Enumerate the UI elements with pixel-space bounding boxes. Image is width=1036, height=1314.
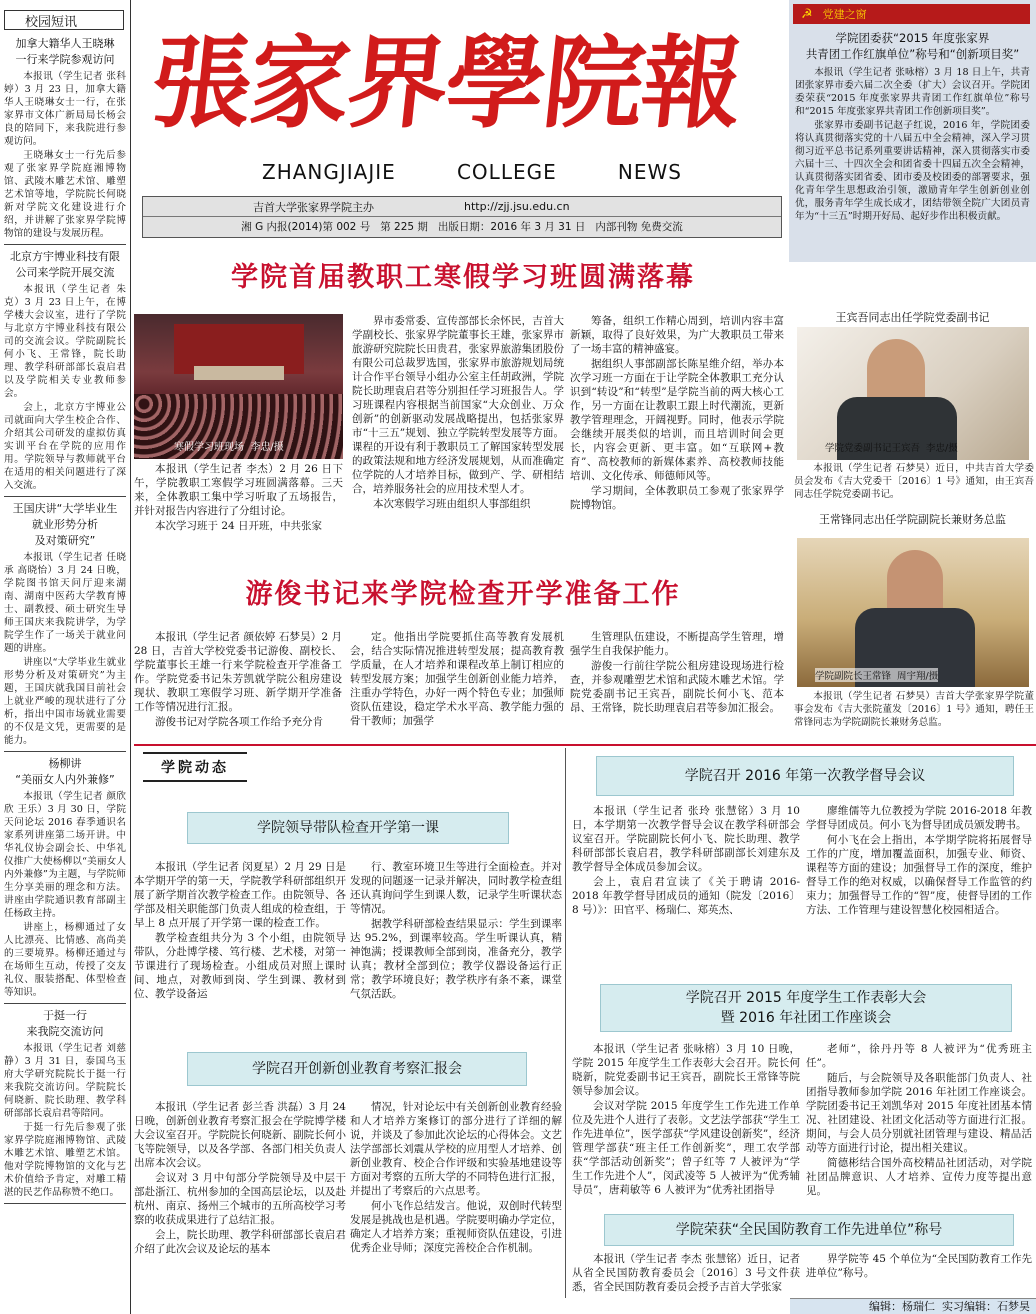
dynamics-label-box — [143, 752, 247, 782]
left-news-list — [0, 36, 130, 1204]
appointment-paragraph: 本报讯（学生记者 石梦昊）近日，中共吉首大学委员会发布《吉大党委干〔2016〕1 号》通知，由王宾吾同志任学院党委副书记。 — [794, 463, 1034, 500]
left-item-paragraph: 本报讯（学生记者 刘慈静）3 月 31 日，泰国乌玉府大学研究院院长于挺一行来我院交流访问。学院院长何晓新、院长助理、教学科研部部长袁启君等陪同。 — [4, 1043, 126, 1119]
footer-bar — [790, 1298, 1036, 1314]
masthead-title: 張家界學院報 — [145, 24, 747, 142]
article1-col2 — [352, 314, 564, 572]
party-header-label: 党建之窗 — [822, 8, 867, 21]
article-paragraph: 据组织人事部副部长陈星维介绍，举办本次学习班一方面在于让学院全体教职工充分认识到“转设”和“转型”是学院当前的两大核心工作，另一方面在让教职工跟上时代潮流，更新教学管理理念，开阔视野。同时，他表示学院会继续开展类似的培训，而且培训时间会更长，内容会更新、更丰富。如“互联网+教育”、高校教师的新媒体素养、高校教师技能培训、文化传承、师德师风等。 — [570, 358, 784, 482]
article-paragraph: 据教学科研部检查结果显示：学生到课率达 95.2%，到课率较高。学生听课认真，精神饱满；授课教师全部到岗，准备充分，教学认真；教材全部到位；教学仪器设备运行正常；教学环境良好；教学秩序有条不紊，课堂气氛活跃。 — [350, 918, 562, 1000]
article-paragraph: 会上，院长助理、教学科研部部长袁启君介绍了此次会议及论坛的基本 — [134, 1229, 346, 1255]
party-header — [793, 4, 1030, 24]
masthead-info-box — [142, 196, 782, 238]
article6-banner-line1: 学院召开 2015 年度学生工作表彰大会 — [685, 990, 927, 1006]
party-paragraph: 本报讯（学生记者 张咏榕）3 月 18 日上午，共青团张家界市委六届二次全委（扩大）会议召开。学院团委荣获“2015 年度张家界共青团工作红旗单位”称号和“2015 年度张家界共青团工作创新项目奖”。 — [795, 67, 1030, 117]
article-paragraph: 生管理队伍建设，不断提高学生管理，增强学生自我保护能力。 — [570, 631, 784, 657]
article2-headline: 游俊书记来学院检查开学准备工作 — [245, 579, 681, 610]
article2-col3 — [570, 630, 784, 742]
left-item-divider — [4, 1003, 126, 1004]
masthead-url[interactable]: http://zjj.jsu.edu.cn — [464, 200, 570, 213]
left-column — [0, 0, 131, 1314]
left-item-paragraph: 于挺一行先后参观了张家界学院庭湘博物馆、武陵木雕艺术馆、雕塑艺术馆。他对学院博物馆的文化与艺术价值给予肯定，对雕工精湛的民艺作品称赞不绝口。 — [4, 1122, 126, 1198]
left-item-divider — [4, 1203, 126, 1204]
article6-col1 — [572, 1042, 800, 1206]
appointment-2-body — [794, 690, 1034, 738]
left-item-divider — [4, 751, 126, 752]
appointment-2-title: 王常锋同志出任学院副院长兼财务总监 — [819, 513, 1006, 526]
masthead-issue-line: 湘 G 内报(2014)第 002 号 第 225 期 出版日期：2016 年 3 月 31 日 内部刊物 免费交流 — [241, 221, 683, 233]
article-paragraph: 学习期间，全体教职员工参观了张家界学院博物馆。 — [570, 485, 784, 511]
left-item-title: 于挺一行 来我院交流访问 — [26, 1009, 104, 1038]
left-item-title: 杨柳讲 “美丽女人内外兼修” — [15, 757, 115, 786]
appointment-1-body — [794, 462, 1034, 508]
article-paragraph: 本报讯（学生记者 颜依婷 石梦昊）2 月 28 日，吉首大学校党委书记游俊、副校长、学院董事长王雄一行来学院检查开学准备工作。学院党委书记朱芳凯就学院公租房建设现状、教职工寒假学习班、新学期开学准备工作等情况进行汇报。 — [134, 631, 342, 713]
left-item-paragraph: 本报讯（学生记者 任晓承 高晓怡）3 月 24 日晚，学院图书馆天问厅迎来湖南、湖南中医药大学教育博士、副教授、硕士研究生导师王国庆来我院讲学，为学院学生作了一场关于就业问题的讲座。 — [4, 552, 126, 654]
article3-banner-text: 学院领导带队检查开学第一课 — [257, 820, 439, 836]
article5-col1 — [572, 804, 800, 974]
left-item-title: 加拿大籍华人王晓琳 一行来学院参观访问 — [15, 37, 115, 66]
article-paragraph: 本报讯（学生记者 张咏榕）3 月 10 日晚，学院 2015 年度学生工作表彰大会召开。院长何晓新，院党委副书记王宾吾，副院长王常锋等院领导参加会议。 — [572, 1043, 800, 1097]
article3-banner — [187, 812, 509, 844]
article-paragraph: 会上，袁启君宣读了《关于聘请 2016-2018 年教学督导团成员的通知（院发〔2016〕8 号）》：田官平、杨瑞仁、郑英杰、 — [572, 876, 800, 916]
appointment-paragraph: 本报讯（学生记者 石梦昊）吉首大学张家界学院董事会发布《吉大张院董发〔2016〕1 号》通知，聘任王常锋同志为学院副院长兼财务总监。 — [794, 691, 1034, 728]
dynamics-label: 学院动态 — [161, 760, 229, 776]
left-item-paragraph: 会上，北京方宇博业公司就面向大学生校企合作、介绍其公司研发的虚拟仿真实训平台在学院的应用作用。学院领导与教师就平台在适用的相关问题进行了深入交流。 — [4, 402, 126, 491]
appointment-2-photo-caption: 学院副院长王常锋 周宇翔/摄 — [815, 668, 938, 682]
left-item-paragraph: 讲座上，杨柳通过了女人比漂亮、比情感、高尚美的三要境界。杨柳还通过与在场师生互动，传授了交友礼仪、服装搭配、体型检查等知识。 — [4, 922, 126, 998]
appointment-1-photo-caption: 学院党委副书记王宾吾 李忠/摄 — [825, 443, 958, 454]
article-paragraph: 定。他指出学院要抓住高等教育发展机会，结合实际情况推进转型发展；提高教育教学质量，在人才培养和课程改革上制订相应的转型发展方案；加强学生创新创业能力培养，注重办学特色，办好一两个特色专业；加强师资队伍建设，稳定学术水平高、教学能力强的骨干教师；加强学 — [350, 631, 564, 727]
article-paragraph: 界市委常委、宣传部部长余怀民，吉首大学副校长、张家界学院董事长王雄，张家界市旅游研究院院长田贵君，张家界旅游集团股份有限公司总裁罗选国，张家界市旅游规划局统计合作平台领导小组办公室主任胡政洲，学院院长助理袁启君等分别担任学习班报告人。学习班课程内容根据当前国家“大众创业、万众创新”的创新驱动发展战略提出，包括张家界市“十三五”规划、独立学院转型发展等方面。课程的开设有利于教职员工了解国家转型发展的政策法规和地方经济发展规划，从而准确定位学院的人才培养目标，做到产、学、研相结合，培养服务社会的应用技术型人才。 — [352, 315, 564, 495]
article6-banner-line2: 暨 2016 年社团工作座谈会 — [720, 1010, 892, 1026]
article1-photo-caption: 寒假学习班现场 李忠/摄 — [174, 442, 284, 453]
article-paragraph: 情况，针对论坛中有关创新创业教育经验和人才培养方案修订的部分进行了详细的解说，并谈及了参加此次论坛的心得体会。文艺法学部部长刘震从学校的应用型人才培养、创新创业教育、校企合作评级和实验基地建设等方面对考察的五所大学的不同特色进行汇报，并提出了考察后的六点思考。 — [350, 1101, 562, 1197]
article6-banner — [600, 984, 1012, 1032]
article-paragraph: 何小飞作总结发言。他说，双创时代转型发展是挑战也是机遇。学院要明确办学定位，确定人才培养方案；重视师资队伍建设，引进优秀企业导师；深度完善校企合作机制。 — [350, 1200, 562, 1254]
article7-banner — [604, 1214, 1014, 1246]
party-column — [789, 0, 1036, 262]
footer-editors: 编辑：杨瑞仁 实习编辑：石梦昊 — [869, 1300, 1030, 1313]
article1-col3 — [570, 314, 784, 572]
article-paragraph: 随后，与会院领导及各职能部门负责人、社团指导教师参加学院 2016 年社团工作座谈会。学院团委书记王刘凯华对 2015 年度社团基本情况、社团建设、社团文化活动等方面进行汇报。期间，与会人员分别就社团管理与建设、精品活动等方面进行讨论，提出相关建议。 — [806, 1072, 1032, 1154]
masthead-english — [262, 160, 682, 184]
left-item-divider — [4, 244, 126, 245]
left-item-paragraph: 讲座以“大学毕业生就业形势分析及对策研究”为主题，王国庆就我国目前社会上就业严峻的现状进行了分析，指出中国市场就业需要的不仅是文凭，更需要的是能力。 — [4, 657, 126, 746]
appointment-1-title: 王宾吾同志出任学院党委副书记 — [835, 311, 990, 324]
article-paragraph: 本报讯（学生记者 彭兰香 洪磊）3 月 24 日晚，创新创业教育考察汇报会在学院博学楼大会议室召开。学院院长何晓新、副院长何小飞等院领导，以及各学部、各部门相关负责人出席本次会议。 — [134, 1101, 346, 1169]
article1-photo — [134, 314, 343, 459]
article-paragraph: 廖维儒等九位教授为学院 2016-2018 年教学督导团成员。何小飞为督导团成员颁发聘书。 — [806, 805, 1032, 831]
article-paragraph: 筹备，组织工作精心周到，培训内容丰富新颖，取得了良好效果，为广大教职员工带来了一场丰富的精神盛宴。 — [570, 315, 784, 355]
article-paragraph: 游俊一行前往学院公租房建设现场进行检查，并参观雕塑艺术馆和武陵木雕艺术馆。学院党委副书记王宾吾，副院长何小飞、范本昂、王常锋，院长助理袁启君等参加汇报会。 — [570, 660, 784, 714]
masthead-sponsor: 吉首大学张家界学院主办 — [253, 200, 374, 214]
left-item-title: 王国庆讲“大学毕业生 就业形势分析 及对策研究” — [12, 502, 118, 547]
english-word-3: NEWS — [617, 160, 682, 184]
article-paragraph: 界学院等 45 个单位为“全民国防教育工作先进单位”称号。 — [806, 1253, 1032, 1279]
article-paragraph: 老师”，徐丹丹等 8 人被评为“优秀班主任”。 — [806, 1043, 1032, 1069]
party-paragraph: 张家界市委副书记赵子红说，2016 年，学院团委将认真贯彻落实党的十八届五中全会精神，深入学习贯彻习近平总书记系列重要讲话精神，深入贯彻落实市委六届十三、十四次全会和团省委十四届五次全会精神，认真贯彻落实团省委、团市委及校团委的部署要求，强化青年学生思想政治引领，激励青年学生创新创业创优，服务青年学生成长成才，团结带领全院广大团员青年为“十三五”时期开好局、起好步作出积极贡献。 — [795, 120, 1030, 222]
article2-col1 — [134, 630, 342, 742]
article7-col2 — [806, 1252, 1032, 1296]
left-header — [4, 10, 124, 30]
article6-col2 — [806, 1042, 1032, 1206]
section-divider — [134, 744, 1036, 746]
article-paragraph: 简德彬结合国外高校精品社团活动，对学院社团品牌意识、人才培养、宣传力度等提出意见。 — [806, 1157, 1032, 1197]
article4-banner-text: 学院召开创新创业教育考察汇报会 — [252, 1061, 462, 1077]
article-paragraph: 会议对学院 2015 年度学生工作先进工作单位及先进个人进行了表彰。文艺法学部获“学生工作先进单位”，医学部获“学风建设创新奖”，经济管理学部获“班主任工作创新奖”，理工农学部获“学部活动创新奖”；曾子红等 7 人被评为“学生工作先进个人”，闵武凌等 5 人被评为“优秀辅导员”，唐莉敏等 6 人被评为“优秀社团指导 — [572, 1100, 800, 1196]
article-paragraph: 会议对 3 月中旬部分学院领导及中层干部赴浙江、杭州参加的全国高层论坛，以及赴杭州、南京、扬州三个城市的五所高校学习考察的收获成果进行了总结汇报。 — [134, 1172, 346, 1226]
left-item-body — [4, 790, 126, 999]
left-item-paragraph: 本报讯（学生记者 张科婷）3 月 23 日，加拿大籍华人王晓琳女士一行，在张家界市文体广新局局长杨会良的陪同下，来我院进行参观访问。 — [4, 71, 126, 147]
appointment-2-photo — [797, 538, 1029, 687]
party-body — [789, 66, 1036, 223]
article-paragraph: 本报讯（学生记者 张玲 张慧铭）3 月 10 日，本学期第一次教学督导会议在教学科研部会议室召开。学院副院长何小飞、院长助理、教学科研部部长袁启君，教学科研部副部长刘建东及教学督导全体成员参加会议。 — [572, 805, 800, 873]
left-item-divider — [4, 496, 126, 497]
article4-col1 — [134, 1100, 346, 1300]
article-paragraph: 本次学习班于 24 日开班，中共张家 — [155, 520, 323, 532]
english-word-2: COLLEGE — [456, 160, 557, 184]
article3-col1 — [134, 860, 346, 1034]
mid-column-divider — [565, 748, 566, 1298]
article4-col2 — [350, 1100, 562, 1300]
article4-banner — [187, 1052, 527, 1086]
article-paragraph: 本报讯（学生记者 李杰 张慧铭）近日，记者从省全民国防教育委员会〔2016〕3 号文件获悉，省全民国防教育委员会授予吉首大学张家 — [572, 1253, 800, 1293]
article2-col2 — [350, 630, 564, 742]
party-headline: 学院团委获“2015 年度张家界 共青团工作红旗单位”称号和“创新项目奖” — [805, 31, 1020, 61]
masthead — [142, 0, 784, 248]
article-paragraph: 游俊书记对学院各项工作给予充分肯 — [155, 716, 323, 728]
article-paragraph: 教学检查组共分为 3 个小组，由院领导带队，分赴博学楼、笃行楼、艺术楼，对第一节课进行了现场检查。小组成员对照上课时间、地点，对教师到岗、学生到课、教材到位、教学设备运 — [134, 932, 346, 1000]
article-paragraph: 本报讯（学生记者 闵夏星）2 月 29 日是本学期开学的第一天，学院教学科研部组织开展了新学期首次教学检查工作。由院领导、各学部及相关职能部门负责人组成的检查组，于早上 8 点开展了开学第一课的检查工作。 — [134, 861, 346, 929]
article-paragraph: 行、教室环境卫生等进行全面检查。并对发现的问题逐一记录并解决，同时教学检查组还认真询问学生到课人数，记录学生听课状态等情况。 — [350, 861, 562, 915]
left-item-body — [4, 283, 126, 492]
party-emblem-icon: ☭ — [801, 6, 813, 22]
appointment-1-photo — [797, 327, 1029, 460]
photo-podium — [194, 366, 284, 380]
article5-banner-text: 学院召开 2016 年第一次教学督导会议 — [684, 768, 926, 784]
left-item-title: 北京方宇博业科技有限 公司来学院开展交流 — [10, 250, 120, 279]
article1-col1 — [134, 462, 343, 567]
article-paragraph: 何小飞在会上指出，本学期学院将拓展督导工作的广度，增加覆盖面积，加强专业、师资、课程等方面的建设；加强督导工作的深度，维护督导工作的绝对权威，以确保督导工作监管的约束力；加强督导工作的“智”度，使督导团的工作方法、工作管理与建设智慧化校园相适合。 — [806, 834, 1032, 916]
left-item-body — [4, 551, 126, 747]
article-paragraph: 本报讯（学生记者 李杰）2 月 26 日下午，学院教职工寒假学习班圆满落幕。三天来，全体教职工集中学习听取了五场报告，并针对报告内容进行了分组讨论。 — [134, 463, 343, 517]
left-item-body — [4, 1042, 126, 1199]
left-item-paragraph: 本报讯（学生记者 朱克）3 月 23 日上午，在博学楼大会议室，进行了学院与北京方宇博业科技有限公司的交流会议。学院副院长何小飞、王常锋，院长助理、教学科研部部长袁启君以及学院相关专业教师参会。 — [4, 284, 126, 399]
left-item-paragraph: 王晓琳女士一行先后参观了张家界学院庭湘博物馆、武陵木雕艺术馆、雕塑艺术馆等地，学院院长何晓新对学院文化建设进行介绍，并讲解了张家界学院博物馆的建设与发展历程。 — [4, 150, 126, 239]
article1-headline: 学院首届教职工寒假学习班圆满落幕 — [231, 262, 695, 293]
left-item-body — [4, 70, 126, 240]
masthead-sponsor-row — [143, 197, 781, 217]
article7-col1 — [572, 1252, 800, 1296]
english-word-1: ZHANGJIAJIE — [262, 160, 396, 184]
article5-col2 — [806, 804, 1032, 974]
article5-banner — [596, 756, 1014, 796]
article7-banner-text: 学院荣获“全民国防教育工作先进单位”称号 — [675, 1222, 943, 1238]
article-paragraph: 本次寒假学习班由组织人事部组织 — [373, 498, 531, 510]
left-header-label: 校园短讯 — [25, 14, 78, 30]
article3-col2 — [350, 860, 562, 1034]
left-item-paragraph: 本报讯（学生记者 颜欣欣 王乐）3 月 30 日，学院天问论坛 2016 春季通识名家系列讲座第二场开讲。中华礼仪协会副会长、中华礼仪推广大使杨柳以“美丽女人内外兼修”为主题，与学院师生分享美丽的理念和方法。讲座由学院通识教育部副主任杨政主持。 — [4, 791, 126, 919]
